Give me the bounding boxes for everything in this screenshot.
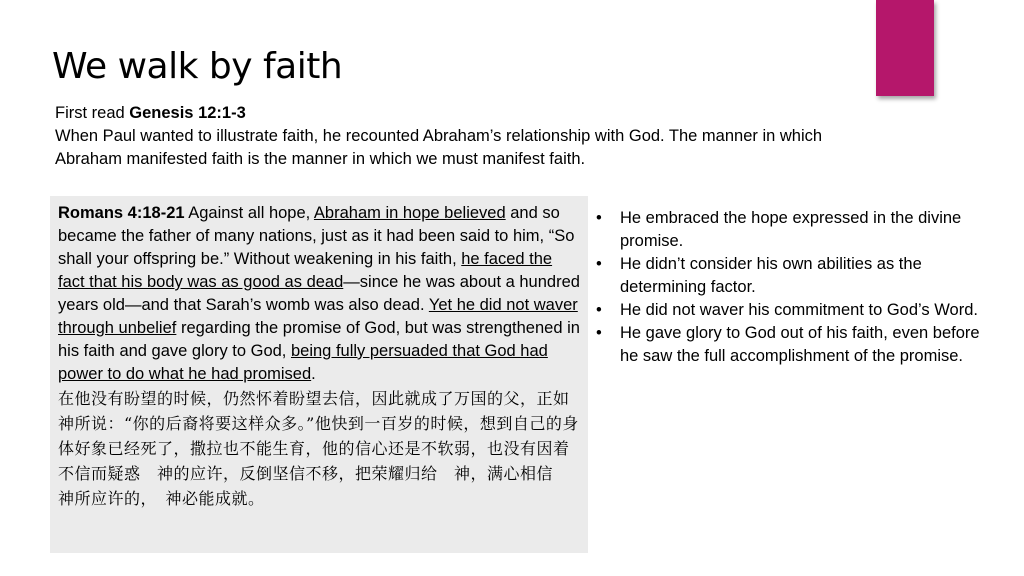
underlined-phrase: Yet he did not waver through unbelief <box>58 296 578 337</box>
scripture-phrase: —since he was about a hundred years old—and that Sarah’s womb was also dead. <box>58 273 580 314</box>
bullet-icon: • <box>596 209 602 227</box>
scripture-phrase: Against all hope, <box>184 204 314 222</box>
scripture-text <box>58 204 580 383</box>
points-list <box>594 207 984 368</box>
point-text: He didn’t consider his own abilities as the determining factor. <box>620 255 922 296</box>
first-read-reference: Genesis 12:1-3 <box>129 104 246 122</box>
point-item <box>594 207 984 253</box>
scripture-reference: Romans 4:18-21 <box>58 204 185 222</box>
scripture-phrase: . <box>311 365 316 383</box>
scripture-box <box>50 196 588 553</box>
scripture-phrase: and so became the father of many nations, just as it had been said to him, “So shall your offspring be.” Without weakening in his faith, <box>58 204 575 268</box>
accent-bar <box>876 0 934 96</box>
bullet-icon: • <box>596 301 602 319</box>
underlined-phrase: he faced the fact that his body was as good as dead <box>58 250 553 291</box>
first-read-prefix: First read <box>55 104 130 122</box>
point-text: He gave glory to God out of his faith, even before he saw the full accomplishment of the promise. <box>620 324 980 365</box>
point-item <box>594 322 984 368</box>
underlined-phrase: Abraham in hope believed <box>313 204 506 222</box>
intro-paragraph: When Paul wanted to illustrate faith, he recounted Abraham’s relationship with God. The manner in which Abraham manifested faith is the manner in which we must manifest faith. <box>55 127 823 168</box>
bullet-icon: • <box>596 255 602 273</box>
bullet-icon: • <box>596 324 602 342</box>
underlined-phrase: being fully persuaded that God had power to do what he had promised <box>58 342 548 383</box>
scripture-chinese: 在他没有盼望的时候，仍然怀着盼望去信，因此就成了万国的父，正如 神所说：“你的后裔将要这样众多。”他快到一百岁的时候，想到自己的身体好象已经死了，撒拉也不能生育，他的信心还是不软弱，也没有因着不信而疑惑 神的应许，反倒坚信不移，把荣耀归给 神，满心相信 神所应许的， 神必能成就。 <box>58 389 587 508</box>
first-read-line <box>55 102 855 125</box>
point-text: He did not waver his commitment to God’s Word. <box>620 301 978 319</box>
point-item <box>594 253 984 299</box>
point-text: He embraced the hope expressed in the divine promise. <box>620 209 962 250</box>
point-item <box>594 299 984 322</box>
intro-block <box>55 102 855 171</box>
slide-title: We walk by faith <box>52 46 343 87</box>
scripture-english <box>58 202 580 386</box>
scripture-phrase: regarding the promise of God, but was strengthened in his faith and gave glory to God, <box>58 319 580 360</box>
